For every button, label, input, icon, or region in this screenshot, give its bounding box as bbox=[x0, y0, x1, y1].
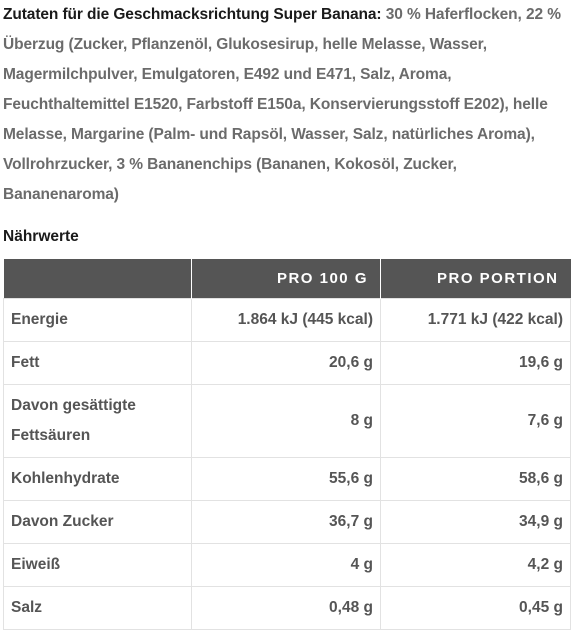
row-label: Davon gesättigte Fettsäuren bbox=[4, 385, 192, 458]
ingredients-paragraph bbox=[3, 0, 569, 210]
row-label: Eiweiß bbox=[4, 544, 192, 587]
table-row bbox=[4, 342, 571, 385]
row-label: Salz bbox=[4, 587, 192, 630]
table-row bbox=[4, 385, 571, 458]
row-value-per-portion: 19,6 g bbox=[381, 342, 571, 385]
row-label: Davon Zucker bbox=[4, 501, 192, 544]
header-per-portion: PRO PORTION bbox=[381, 259, 571, 299]
table-row bbox=[4, 299, 571, 342]
row-value-per-100g: 55,6 g bbox=[192, 458, 381, 501]
row-value-per-portion: 58,6 g bbox=[381, 458, 571, 501]
nutrition-table bbox=[3, 259, 571, 630]
row-value-per-portion: 4,2 g bbox=[381, 544, 571, 587]
row-value-per-portion: 34,9 g bbox=[381, 501, 571, 544]
row-value-per-100g: 4 g bbox=[192, 544, 381, 587]
row-value-per-portion: 0,45 g bbox=[381, 587, 571, 630]
nutrition-title: Nährwerte bbox=[3, 228, 79, 245]
ingredients-lead: Zutaten für die Geschmacksrichtung Super Banana: bbox=[3, 6, 382, 23]
row-value-per-100g: 20,6 g bbox=[192, 342, 381, 385]
table-row bbox=[4, 587, 571, 630]
table-row bbox=[4, 501, 571, 544]
row-label: Kohlenhydrate bbox=[4, 458, 192, 501]
header-per-100g: PRO 100 G bbox=[192, 259, 381, 299]
row-value-per-100g: 1.864 kJ (445 kcal) bbox=[192, 299, 381, 342]
row-value-per-portion: 1.771 kJ (422 kcal) bbox=[381, 299, 571, 342]
header-label bbox=[4, 259, 192, 299]
table-row bbox=[4, 544, 571, 587]
table-header-row bbox=[4, 259, 571, 299]
row-value-per-100g: 8 g bbox=[192, 385, 381, 458]
ingredients-text: 30 % Haferflocken, 22 % Überzug (Zucker, Pflanzenöl, Glukosesirup, helle Melasse, Wasser, Magermilchpulver, Emulgatoren, E492 und E471, Salz, Aroma, Feuchthaltemittel E1520, Farbstoff E150a, Konservierungsstoff E202), helle Melasse, Margarine (Palm- und Rapsöl, Wasser, Salz, natürliches Aroma), Vollrohrzucker, 3 % Bananenchips (Bananen, Kokosöl, Zucker, Bananenaroma) bbox=[3, 6, 561, 203]
row-label: Energie bbox=[4, 299, 192, 342]
row-value-per-100g: 36,7 g bbox=[192, 501, 381, 544]
row-label: Fett bbox=[4, 342, 192, 385]
row-value-per-portion: 7,6 g bbox=[381, 385, 571, 458]
table-row bbox=[4, 458, 571, 501]
row-value-per-100g: 0,48 g bbox=[192, 587, 381, 630]
